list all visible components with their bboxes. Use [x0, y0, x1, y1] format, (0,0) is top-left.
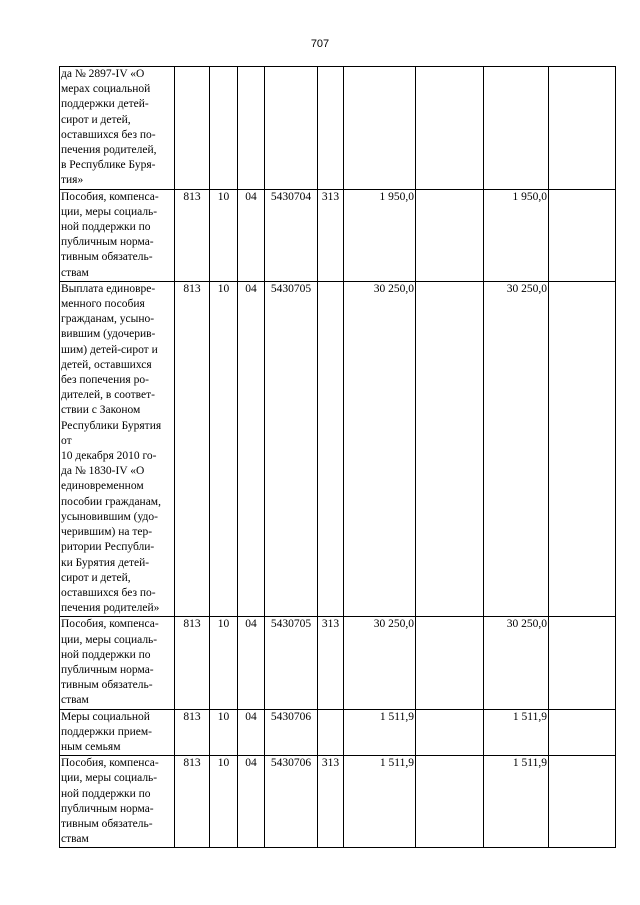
- amount-cell: 30 250,0: [344, 281, 416, 616]
- target-article-cell: 5430705: [265, 281, 318, 616]
- expense-type-cell: [318, 67, 344, 190]
- expense-type-cell: 313: [318, 617, 344, 709]
- section-code-cell: 10: [210, 756, 238, 848]
- last-column-cell: [549, 709, 616, 756]
- item-name-cell: да № 2897-IV «О мерах социальной поддержки детей- сирот и детей, оставшихся без по- печения родителей, в Республике Буря- тия»: [60, 67, 175, 190]
- empty-column-cell: [416, 281, 484, 616]
- item-name-cell: Меры социальной поддержки прием- ным семьям: [60, 709, 175, 756]
- amount-cell: 1 511,9: [344, 709, 416, 756]
- last-column-cell: [549, 67, 616, 190]
- target-article-cell: 5430704: [265, 189, 318, 281]
- page-number: 707: [310, 38, 330, 50]
- ved-code-cell: 813: [175, 281, 210, 616]
- last-column-cell: [549, 617, 616, 709]
- table-row: [60, 67, 616, 190]
- expense-type-cell: [318, 281, 344, 616]
- subsection-code-cell: 04: [238, 189, 265, 281]
- amount-cell: 30 250,0: [344, 617, 416, 709]
- total-amount-cell: [484, 67, 549, 190]
- ved-code-cell: 813: [175, 709, 210, 756]
- total-amount-cell: 30 250,0: [484, 617, 549, 709]
- ved-code-cell: 813: [175, 617, 210, 709]
- subsection-code-cell: 04: [238, 617, 265, 709]
- amount-cell: 1 511,9: [344, 756, 416, 848]
- section-code-cell: [210, 67, 238, 190]
- ved-code-cell: [175, 67, 210, 190]
- ved-code-cell: 813: [175, 189, 210, 281]
- target-article-cell: [265, 67, 318, 190]
- total-amount-cell: 1 511,9: [484, 709, 549, 756]
- empty-column-cell: [416, 189, 484, 281]
- section-code-cell: 10: [210, 281, 238, 616]
- amount-cell: [344, 67, 416, 190]
- empty-column-cell: [416, 67, 484, 190]
- subsection-code-cell: [238, 67, 265, 190]
- ved-code-cell: 813: [175, 756, 210, 848]
- section-code-cell: 10: [210, 709, 238, 756]
- table-row: [60, 617, 616, 709]
- table-row: [60, 709, 616, 756]
- expense-type-cell: 313: [318, 189, 344, 281]
- empty-column-cell: [416, 709, 484, 756]
- total-amount-cell: 30 250,0: [484, 281, 549, 616]
- target-article-cell: 5430706: [265, 709, 318, 756]
- budget-table: [59, 66, 616, 848]
- target-article-cell: 5430706: [265, 756, 318, 848]
- table-row: [60, 756, 616, 848]
- table-row: [60, 189, 616, 281]
- item-name-cell: Пособия, компенса- ции, меры социаль- ной поддержки по публичным норма- тивным обязатель- ствам: [60, 617, 175, 709]
- expense-type-cell: [318, 709, 344, 756]
- last-column-cell: [549, 281, 616, 616]
- table-row: [60, 281, 616, 616]
- subsection-code-cell: 04: [238, 756, 265, 848]
- last-column-cell: [549, 756, 616, 848]
- item-name-cell: Выплата единовре- менного пособия гражданам, усыно- вившим (удочерив- шим) детей-сирот и детей, оставшихся без попечения ро- дителей, в соответ- ствии с Законом Республики Бурятия от 10 декабря 2010 го- да № 1830-IV «О единовременном пособии гражданам, усыновившим (удо- черившим) на тер- ритории Республи- ки Бурятия детей- сирот и детей, оставшихся без по- печения родителей»: [60, 281, 175, 616]
- item-name-cell: Пособия, компенса- ции, меры социаль- ной поддержки по публичным норма- тивным обязатель- ствам: [60, 756, 175, 848]
- subsection-code-cell: 04: [238, 281, 265, 616]
- section-code-cell: 10: [210, 617, 238, 709]
- target-article-cell: 5430705: [265, 617, 318, 709]
- total-amount-cell: 1 511,9: [484, 756, 549, 848]
- amount-cell: 1 950,0: [344, 189, 416, 281]
- table-body: [60, 67, 616, 848]
- empty-column-cell: [416, 617, 484, 709]
- last-column-cell: [549, 189, 616, 281]
- item-name-cell: Пособия, компенса- ции, меры социаль- ной поддержки по публичным норма- тивным обязатель- ствам: [60, 189, 175, 281]
- empty-column-cell: [416, 756, 484, 848]
- expense-type-cell: 313: [318, 756, 344, 848]
- section-code-cell: 10: [210, 189, 238, 281]
- subsection-code-cell: 04: [238, 709, 265, 756]
- total-amount-cell: 1 950,0: [484, 189, 549, 281]
